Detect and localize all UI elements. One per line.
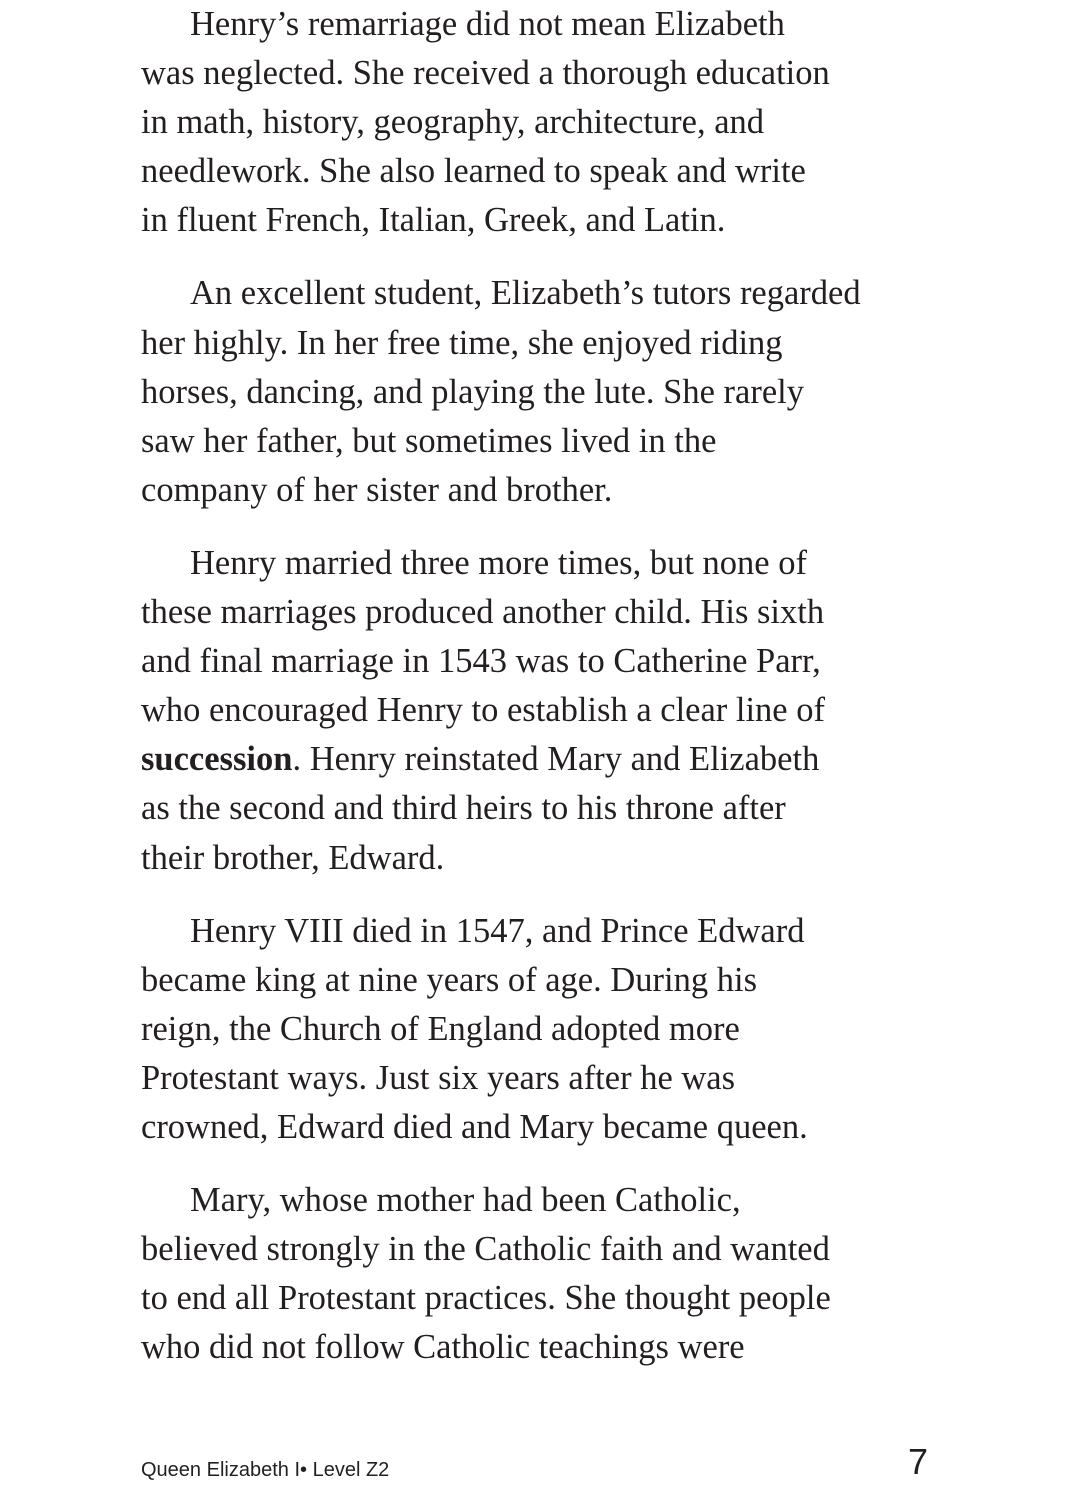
text-line-with-glossary-term bbox=[141, 735, 941, 784]
footer-book-title: Queen Elizabeth I bbox=[141, 1459, 300, 1481]
text-line: these marriages produced another child. His sixth bbox=[141, 593, 825, 632]
paragraph-5 bbox=[141, 1176, 941, 1372]
text-line: Henry VIII died in 1547, and Prince Edward bbox=[190, 911, 805, 950]
paragraph-4 bbox=[141, 907, 941, 1152]
text-line: Protestant ways. Just six years after he was bbox=[141, 1058, 736, 1097]
page-number: 7 bbox=[907, 1441, 928, 1482]
footer-book-info bbox=[141, 1458, 389, 1482]
text-line: to end all Protestant practices. She thought people bbox=[141, 1279, 831, 1318]
text-line: in math, history, geography, architecture, and bbox=[141, 103, 765, 142]
text-line: in fluent French, Italian, Greek, and Latin. bbox=[141, 201, 726, 240]
text-line-rest: . Henry reinstated Mary and Elizabeth bbox=[292, 740, 820, 779]
text-line: An excellent student, Elizabeth’s tutors regarded bbox=[190, 274, 861, 313]
text-line: as the second and third heirs to his throne after bbox=[141, 789, 786, 828]
text-line: was neglected. She received a thorough education bbox=[141, 54, 830, 93]
paragraph-1 bbox=[141, 0, 941, 245]
text-line: became king at nine years of age. During his bbox=[141, 960, 757, 999]
body-text bbox=[141, 0, 941, 1396]
text-line: their brother, Edward. bbox=[141, 838, 445, 877]
text-line: needlework. She also learned to speak and write bbox=[141, 152, 806, 191]
glossary-term-succession: succession bbox=[141, 740, 293, 779]
text-line: her highly. In her free time, she enjoyed riding bbox=[141, 323, 783, 362]
text-line: company of her sister and brother. bbox=[141, 470, 613, 509]
text-line: who encouraged Henry to establish a clear line of bbox=[141, 691, 825, 730]
footer-level: Level Z2 bbox=[312, 1459, 390, 1481]
text-line: Henry married three more times, but none of bbox=[190, 543, 807, 582]
text-line: horses, dancing, and playing the lute. She rarely bbox=[141, 372, 804, 411]
text-line: and final marriage in 1543 was to Catherine Parr, bbox=[141, 642, 821, 681]
text-line: who did not follow Catholic teachings were bbox=[141, 1328, 745, 1367]
text-line: Mary, whose mother had been Catholic, bbox=[190, 1181, 741, 1220]
paragraph-3 bbox=[141, 539, 941, 883]
text-line: crowned, Edward died and Mary became queen. bbox=[141, 1107, 808, 1146]
footer-separator: • bbox=[300, 1459, 308, 1481]
text-line: saw her father, but sometimes lived in the bbox=[141, 421, 717, 460]
paragraph-2 bbox=[141, 269, 941, 514]
text-line: believed strongly in the Catholic faith and wanted bbox=[141, 1230, 830, 1269]
text-line: Henry’s remarriage did not mean Elizabeth bbox=[190, 5, 785, 43]
text-line: reign, the Church of England adopted more bbox=[141, 1009, 740, 1048]
